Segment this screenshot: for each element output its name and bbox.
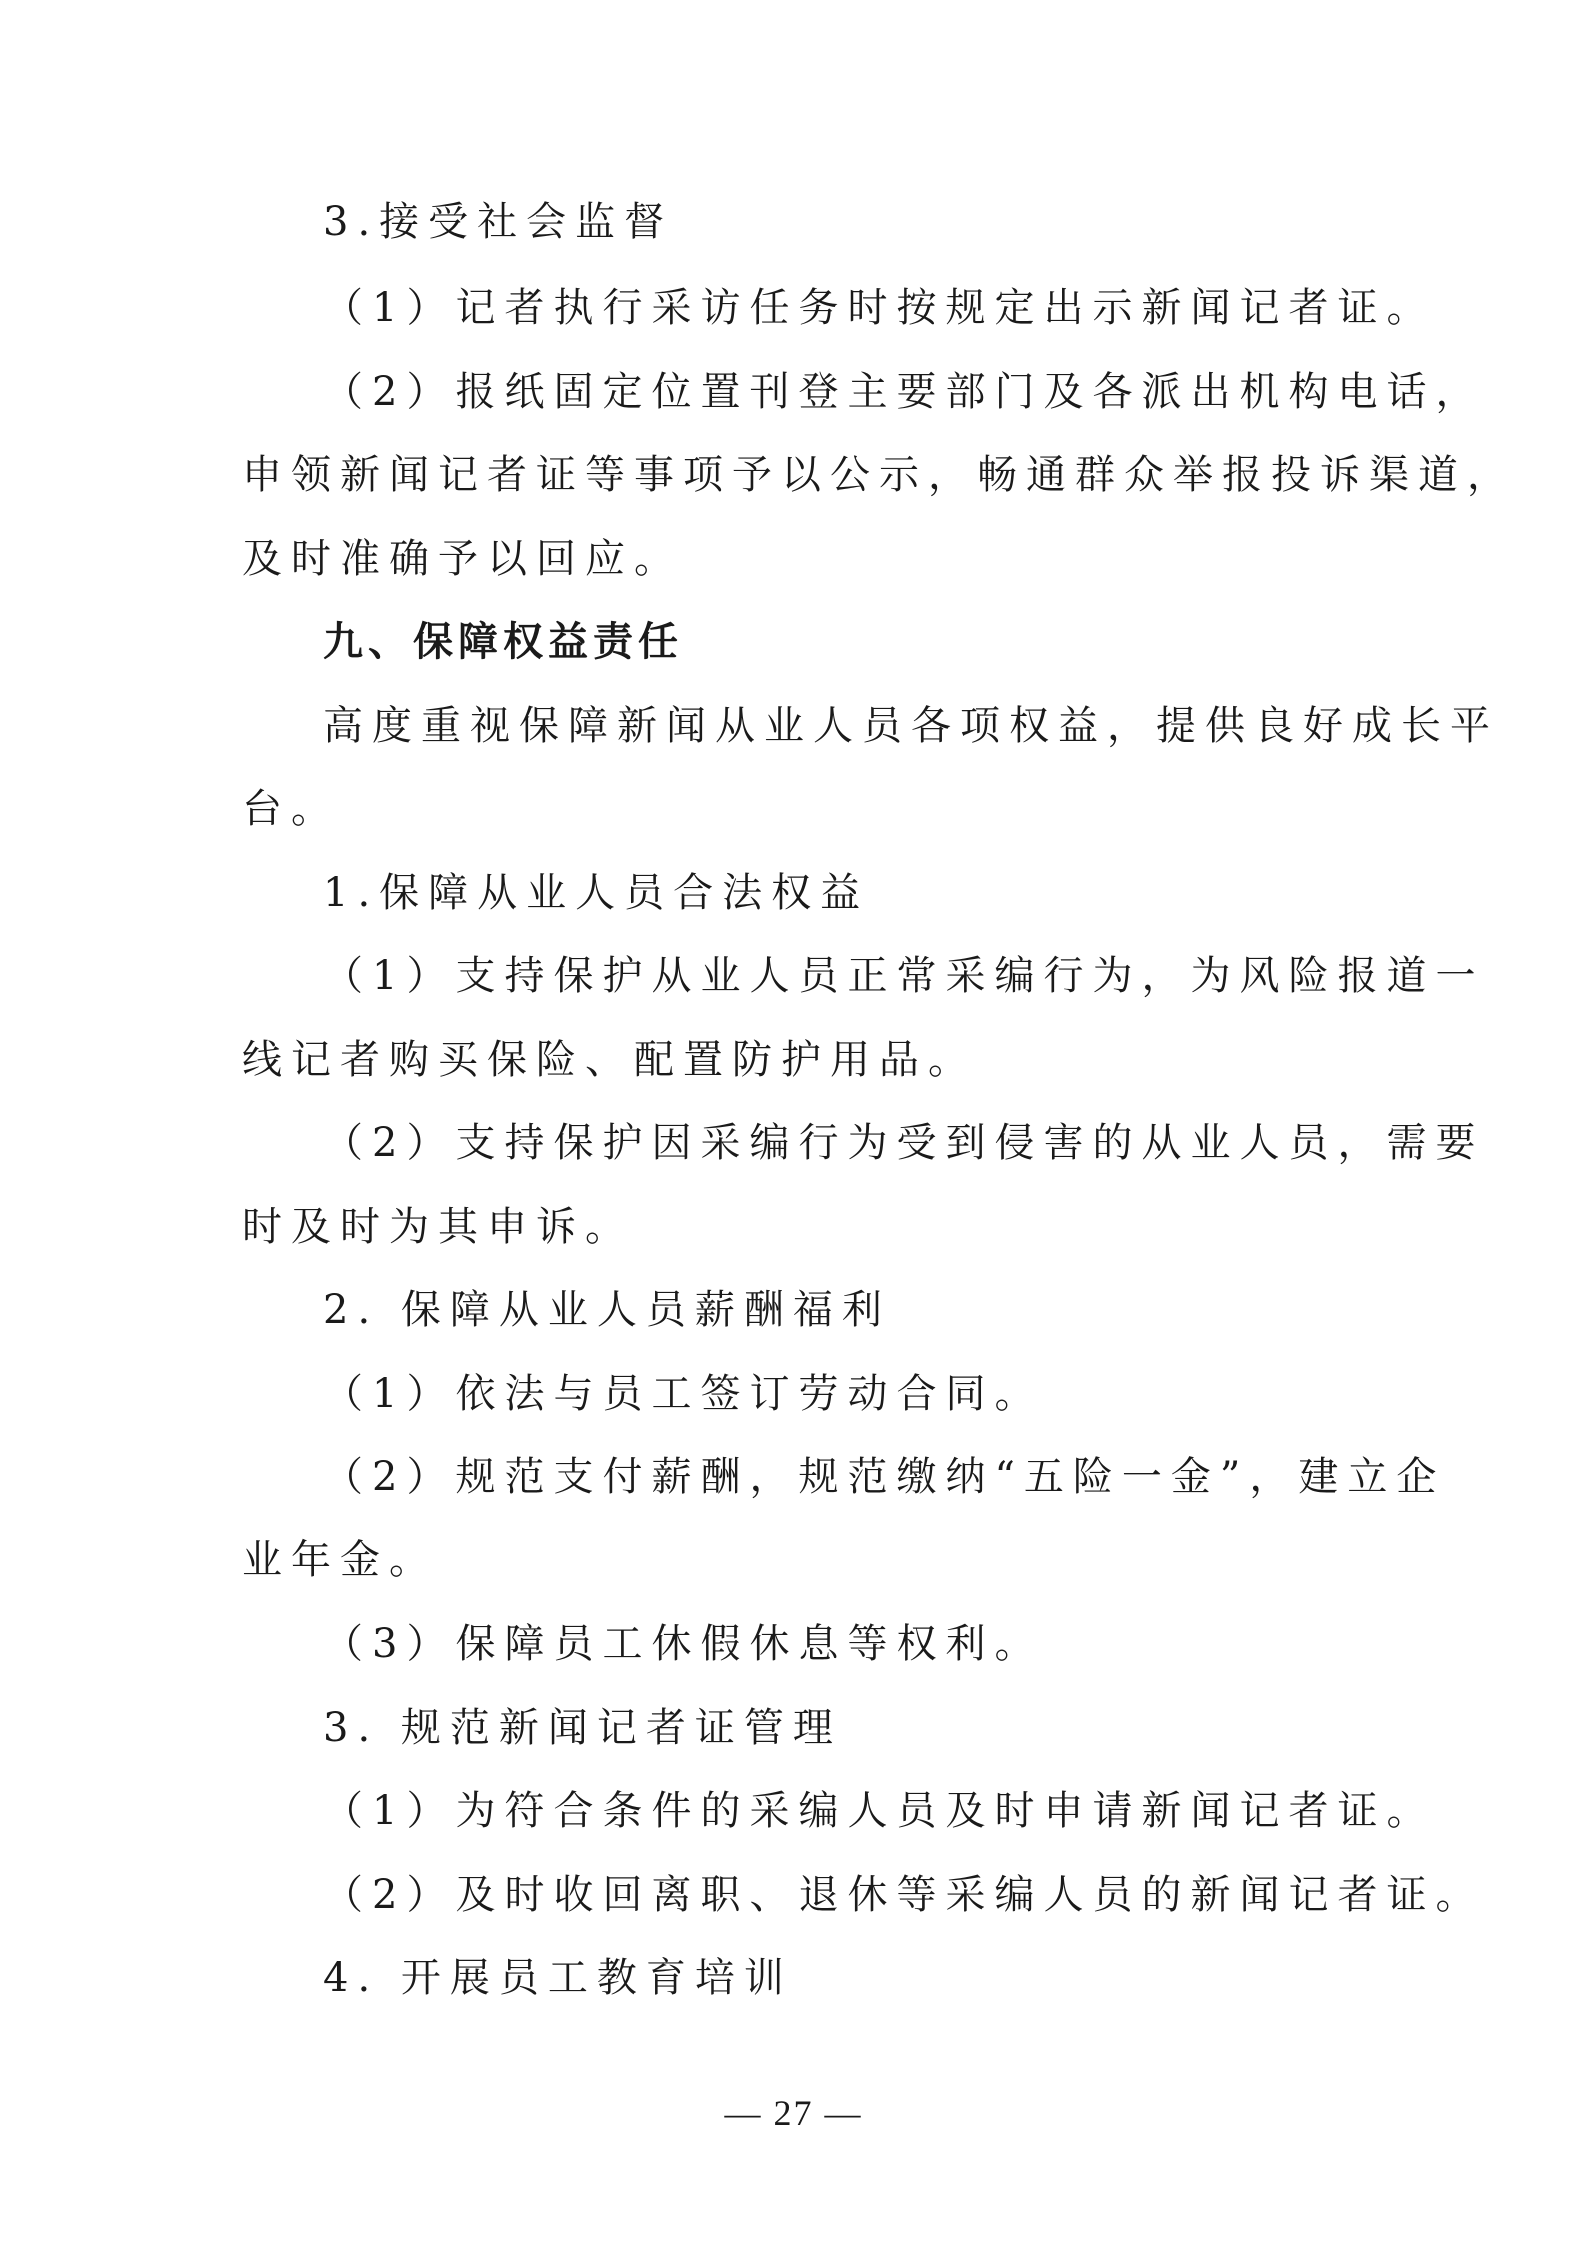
paragraph-line: （2）报纸固定位置刊登主要部门及各派出机构电话， xyxy=(323,369,1485,415)
paragraph-line: 申领新闻记者证等事项予以公示，畅通群众举报投诉渠道， xyxy=(242,452,1516,498)
paragraph-line: （1）记者执行采访任务时按规定出示新闻记者证。 xyxy=(323,285,1436,331)
paragraph-line: （2）支持保护因采编行为受到侵害的从业人员，需要 xyxy=(323,1120,1485,1166)
subheading-salary: 2. 保障从业人员薪酬福利 xyxy=(323,1287,891,1333)
page-number: — 27 — xyxy=(724,2093,863,2133)
subheading-press-card: 3. 规范新闻记者证管理 xyxy=(323,1705,842,1751)
section-heading-rights: 九、保障权益责任 xyxy=(323,619,683,665)
paragraph-line: 及时准确予以回应。 xyxy=(242,536,683,582)
paragraph-line: （3）保障员工休假休息等权利。 xyxy=(323,1621,1044,1667)
paragraph-line: 业年金。 xyxy=(242,1537,438,1583)
subheading-supervision: 3.接受社会监督 xyxy=(323,199,674,245)
paragraph-line: （2）及时收回离职、退休等采编人员的新闻记者证。 xyxy=(323,1872,1485,1918)
paragraph-line: 高度重视保障新闻从业人员各项权益，提供良好成长平 xyxy=(323,703,1499,749)
paragraph-line: （1）依法与员工签订劳动合同。 xyxy=(323,1371,1044,1417)
subheading-legal-rights: 1.保障从业人员合法权益 xyxy=(323,870,870,916)
paragraph-line: （2）规范支付薪酬，规范缴纳“五险一金”，建立企 xyxy=(323,1454,1446,1500)
subheading-training: 4. 开展员工教育培训 xyxy=(323,1955,793,2001)
paragraph-line: （1）支持保护从业人员正常采编行为，为风险报道一 xyxy=(323,953,1485,999)
paragraph-line: 时及时为其申诉。 xyxy=(242,1204,634,1250)
paragraph-line: 线记者购买保险、配置防护用品。 xyxy=(242,1037,977,1083)
paragraph-line: 台。 xyxy=(242,786,340,832)
paragraph-line: （1）为符合条件的采编人员及时申请新闻记者证。 xyxy=(323,1788,1436,1834)
